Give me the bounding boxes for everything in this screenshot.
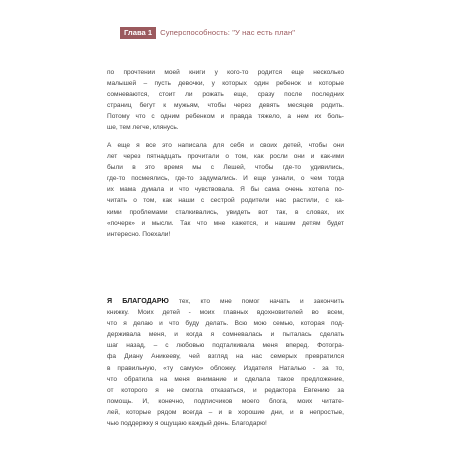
acknowledgement-lead: Я БЛАГОДАРЮ: [107, 297, 169, 305]
text-line: в правильную, «ту самую» обложку. Издателя Наталью - за то,: [107, 364, 344, 372]
text-line: малышей – пусть девочки, у которых один ребенок и которые: [107, 80, 344, 88]
text-line: держивала меня, и когда я сомневалась и пыталась сделать: [107, 331, 344, 339]
text-line: что я делаю и что буду делать. Всю мою семью, которая под-: [107, 320, 344, 328]
paragraph-continuation: [107, 67, 344, 134]
text-line: по прочтении моей книги у кого-то родится еще несколько: [107, 69, 344, 76]
text-line: сомневаются, стоит ли рожать еще, сразу после последних: [107, 91, 344, 99]
text-line: «почерк» и мысли. Так что мне кажется, и нашим детям будет: [107, 219, 344, 227]
running-head: [120, 27, 295, 39]
text-line: страниц бегут к мужьям, чтобы через девять месяцев родить.: [107, 102, 344, 110]
text-line: были в это время мы с Лешей, чтобы где-то удивились,: [107, 164, 344, 172]
text-line: читать о том, как наши с сестрой родители нас растили, с ка-: [107, 197, 344, 205]
text-line: кими проблемами сталкивались, увидеть вот так, в словах, их: [107, 208, 344, 216]
paragraph-for-children: [107, 140, 344, 240]
acknowledgement-first-line: тех, кто мне помог начать и закончить: [168, 298, 344, 305]
text-line: ше, тем легче, клянусь.: [107, 124, 179, 132]
text-line: их мама думала и что чувствовала. Я бы сама очень хотела по-: [107, 186, 344, 194]
text-line: лей, которые рядом всегда – и в хорошие дни, и в непростые,: [107, 408, 344, 416]
text-line: фа Диану Аникееву, чей взгляд на нас семерых превратился: [107, 353, 344, 361]
text-line: интересно. Поехали!: [107, 230, 171, 238]
running-title: Суперспособность: "У нас есть план": [160, 28, 296, 37]
text-line: [107, 296, 344, 307]
text-line: помощь. И, конечно, подписчиков моего блога, моих читате-: [107, 397, 344, 405]
paragraph-acknowledgements: [107, 296, 344, 429]
text-line: чью поддержку я ощущаю каждый день. Благодарю!: [107, 420, 267, 428]
text-line: что обратила на меня внимание и сделала такое предложение,: [107, 375, 344, 383]
text-line: А еще я все это написала для себя и своих детей, чтобы они: [107, 142, 344, 149]
text-line: книжку. Моих детей - моих главных вдохновителей во всем,: [107, 309, 344, 317]
chapter-badge: Глава 1: [120, 27, 156, 39]
text-line: лет через пятнадцать прочитали о том, как росли они и как-ими: [107, 153, 344, 161]
text-line: Потому что с одним ребенком и правда тяжело, а нем их боль-: [107, 113, 344, 121]
text-line: где-то посмеялись, где-то задумались. И еще узнали, о чем тогда: [107, 175, 344, 183]
text-line: шаг назад, – с любовью подталкивала меня вперед. Фотогра-: [107, 342, 344, 350]
text-line: от которого я не смогла отказаться, и редактора Евгению за: [107, 386, 344, 394]
